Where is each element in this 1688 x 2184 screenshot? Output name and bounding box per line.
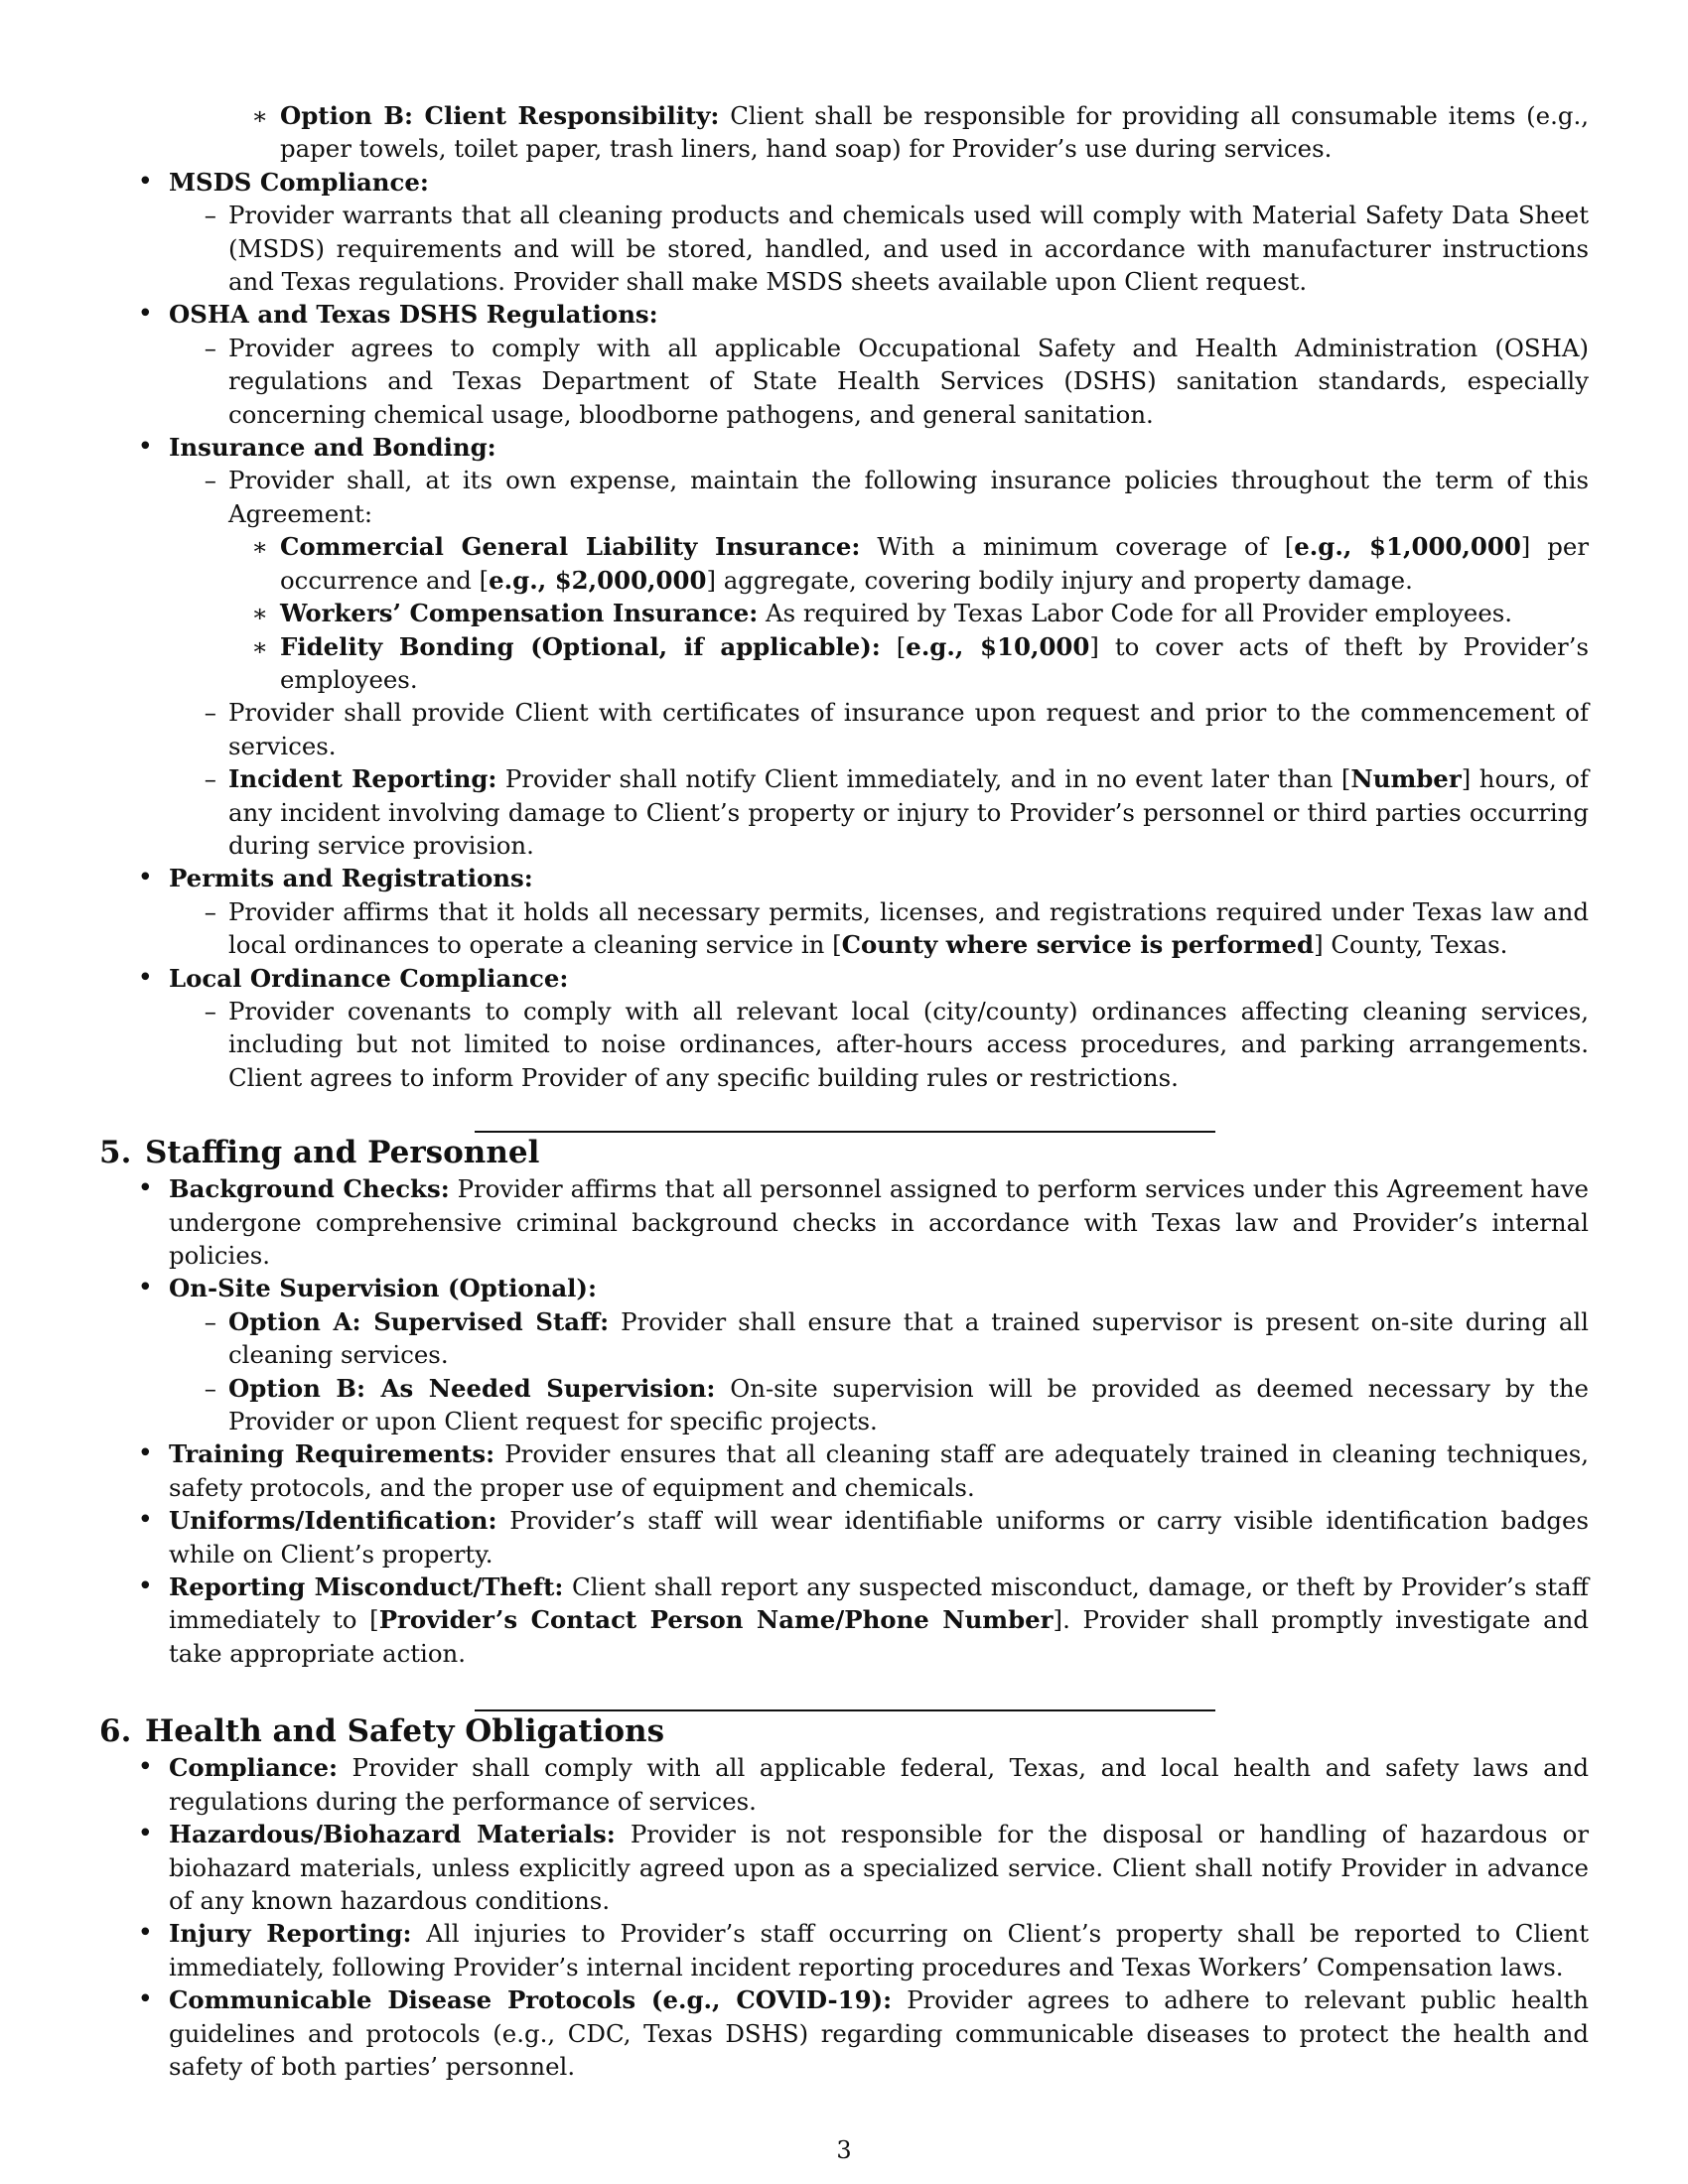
item-text: Provider covenants to comply with all relevant local (city/county) ordinances affecting cleaning services, including but not limited to noise ordinances, after-hours access procedures, and parking arrangements. Client agrees to inform Provider of any specific building rules or restrictions. xyxy=(228,996,1589,1092)
placeholder-amount: e.g., $1,000,000 xyxy=(1294,532,1521,562)
item-text: Provider affirms that all personnel assigned to perform services under this Agreement have undergone comprehensive criminal background checks in accordance with Texas law and Provider’s internal policies. xyxy=(169,1174,1589,1270)
item-text: Provider warrants that all cleaning products and chemicals used will comply with Material Safety Data Sheet (MSDS) requirements and will be stored, handled, and used in accordance with manufacturer instructions and Texas regulations. Provider shall make MSDS sheets available upon Client request. xyxy=(228,201,1589,297)
star-marker: ∗ xyxy=(251,532,268,562)
item-label: Training Requirements: xyxy=(169,1439,495,1469)
item-text: Client shall report any suspected misconduct, damage, or theft by Provider’s staff immediately to [ xyxy=(169,1572,1590,1635)
star-marker: ∗ xyxy=(251,101,268,130)
local-ordinance-item xyxy=(99,962,1589,995)
item-text: [ xyxy=(880,631,907,661)
item-text: ]. Provider shall promptly investigate and take appropriate action. xyxy=(169,1605,1589,1668)
incident-reporting-item xyxy=(99,762,1589,862)
bullet-marker: • xyxy=(137,1571,153,1602)
compliance-item xyxy=(99,1751,1589,1818)
section-6-heading xyxy=(99,1711,1589,1751)
placeholder-contact: Provider’s Contact Person Name/Phone Number xyxy=(378,1605,1054,1635)
item-text: ] to cover acts of theft by Provider’s employees. xyxy=(280,631,1589,694)
item-label: Fidelity Bonding (Optional, if applicable): xyxy=(280,631,881,661)
item-text: Provider ensures that all cleaning staff are adequately trained in cleaning techniques, safety protocols, and the proper use of equipment and chemicals. xyxy=(169,1439,1589,1502)
section-number: 5. xyxy=(99,1135,132,1171)
section-number: 6. xyxy=(99,1713,132,1750)
item-text: Provider shall ensure that a trained supervisor is present on-site during all cleaning services. xyxy=(228,1306,1589,1370)
item-label: Hazardous/Biohazard Materials: xyxy=(169,1820,616,1849)
bullet-marker: • xyxy=(137,962,153,993)
dash-marker: – xyxy=(204,764,216,794)
communicable-disease-item xyxy=(99,1983,1589,2083)
item-text: Provider shall notify Client immediately, and in no event later than [ xyxy=(496,764,1351,794)
item-text: On-site supervision will be provided as deemed necessary by the Provider or upon Client request for specific projects. xyxy=(228,1373,1589,1436)
item-label: On-Site Supervision (Optional): xyxy=(169,1274,597,1303)
item-label: Option B: As Needed Supervision: xyxy=(228,1373,716,1403)
document-page xyxy=(99,99,1589,2083)
item-label: Option B: Client Responsibility: xyxy=(280,101,720,130)
item-text: Provider agrees to adhere to relevant public health guidelines and protocols (e.g., CDC, Texas DSHS) regarding communicable diseases to protect the health and safety of both parties’ personnel. xyxy=(169,1985,1589,2081)
section-5-heading xyxy=(99,1133,1589,1172)
item-text: Provider is not responsible for the disposal or handling of hazardous or biohazard materials, unless explicitly agreed upon as a specialized service. Client shall notify Provider in advance of any known hazardous conditions. xyxy=(169,1820,1590,1915)
item-text: ] County, Texas. xyxy=(1314,930,1508,960)
local-ordinance-text xyxy=(99,995,1589,1094)
msds-compliance-item xyxy=(99,166,1589,199)
bullet-marker: • xyxy=(137,1819,153,1849)
item-text: With a minimum coverage of [ xyxy=(860,532,1295,562)
item-label: Uniforms/Identification: xyxy=(169,1506,497,1536)
item-text: Provider shall provide Client with certificates of insurance upon request and prior to the commencement of services. xyxy=(228,698,1589,760)
hazardous-materials-item xyxy=(99,1818,1589,1917)
workers-comp-item xyxy=(99,597,1589,629)
injury-reporting-item xyxy=(99,1917,1589,1983)
item-text: Client shall be responsible for providing all consumable items (e.g., paper towels, toilet paper, trash liners, hand soap) for Provider’s use during services. xyxy=(280,101,1589,164)
item-label: Background Checks: xyxy=(169,1174,450,1204)
item-label: Compliance: xyxy=(169,1753,338,1783)
item-label: Insurance and Bonding: xyxy=(169,433,496,463)
item-text: ] per occurrence and [ xyxy=(280,532,1590,595)
bullet-marker: • xyxy=(137,299,153,330)
background-checks-item xyxy=(99,1172,1589,1272)
training-requirements-item xyxy=(99,1437,1589,1504)
msds-compliance-text xyxy=(99,199,1589,298)
placeholder-county: County where service is performed xyxy=(841,930,1315,960)
item-text: Provider agrees to comply with all applicable Occupational Safety and Health Administration (OSHA) regulations and Texas Department of State Health Services (DSHS) sanitation standards, especially concerning chemical usage, bloodborne pathogens, and general sanitation. xyxy=(228,333,1589,429)
item-label: Commercial General Liability Insurance: xyxy=(280,532,861,562)
placeholder-number: Number xyxy=(1350,764,1462,794)
option-b-client-responsibility-item xyxy=(99,99,1589,166)
item-label: MSDS Compliance: xyxy=(169,167,429,197)
item-text: All injuries to Provider’s staff occurring on Client’s property shall be reported to Client immediately, following Provider’s internal incident reporting procedures and Texas Workers’ Compensation laws. xyxy=(169,1919,1590,1981)
permits-registrations-text xyxy=(99,895,1589,962)
item-label: Communicable Disease Protocols (e.g., COVID-19): xyxy=(169,1985,893,2015)
page-number: 3 xyxy=(836,2136,852,2164)
star-marker: ∗ xyxy=(251,631,268,661)
option-a-supervised-item xyxy=(99,1305,1589,1372)
insurance-intro xyxy=(99,464,1589,530)
item-label: OSHA and Texas DSHS Regulations: xyxy=(169,300,658,330)
item-text: Provider’s staff will wear identifiable uniforms or carry visible identification badges while on Client’s property. xyxy=(169,1506,1589,1569)
uniforms-identification-item xyxy=(99,1504,1589,1570)
dash-marker: – xyxy=(204,698,216,728)
item-text: As required by Texas Labor Code for all Provider employees. xyxy=(758,599,1513,628)
cgl-insurance-item xyxy=(99,530,1589,597)
item-label: Workers’ Compensation Insurance: xyxy=(280,599,759,628)
item-text: Provider shall, at its own expense, maintain the following insurance policies throughout the term of this Agreement: xyxy=(228,466,1589,528)
item-label: Incident Reporting: xyxy=(228,764,497,794)
reporting-misconduct-item xyxy=(99,1570,1589,1670)
bullet-marker: • xyxy=(137,166,153,197)
item-label: Injury Reporting: xyxy=(169,1919,412,1949)
osha-dshs-item xyxy=(99,298,1589,331)
bullet-marker: • xyxy=(137,1273,153,1303)
item-label: Option A: Supervised Staff: xyxy=(228,1306,610,1336)
dash-marker: – xyxy=(204,466,216,495)
bullet-marker: • xyxy=(137,1438,153,1469)
permits-registrations-item xyxy=(99,862,1589,894)
item-text: ] hours, of any incident involving damage to Client’s property or injury to Provider’s personnel or third parties occurring during service provision. xyxy=(228,764,1590,860)
item-label: Local Ordinance Compliance: xyxy=(169,963,569,993)
dash-marker: – xyxy=(204,1306,216,1336)
item-text: ] aggregate, covering bodily injury and property damage. xyxy=(706,565,1413,595)
onsite-supervision-item xyxy=(99,1272,1589,1304)
item-label: Reporting Misconduct/Theft: xyxy=(169,1572,564,1602)
bullet-marker: • xyxy=(137,1918,153,1949)
section-title: Health and Safety Obligations xyxy=(145,1713,665,1750)
dash-marker: – xyxy=(204,333,216,362)
placeholder-amount: e.g., $10,000 xyxy=(906,631,1090,661)
certificates-text xyxy=(99,696,1589,762)
dash-marker: – xyxy=(204,201,216,230)
option-b-as-needed-item xyxy=(99,1372,1589,1438)
section-title: Staffing and Personnel xyxy=(145,1135,540,1171)
osha-dshs-text xyxy=(99,332,1589,431)
item-text: Provider affirms that it holds all necessary permits, licenses, and registrations required under Texas law and local ordinances to operate a cleaning service in [ xyxy=(228,896,1589,960)
insurance-bonding-item xyxy=(99,431,1589,464)
bullet-marker: • xyxy=(137,432,153,463)
item-label: Permits and Registrations: xyxy=(169,864,533,893)
bullet-marker: • xyxy=(137,1173,153,1204)
bullet-marker: • xyxy=(137,863,153,893)
dash-marker: – xyxy=(204,1373,216,1403)
dash-marker: – xyxy=(204,896,216,926)
fidelity-bonding-item xyxy=(99,630,1589,697)
dash-marker: – xyxy=(204,996,216,1025)
bullet-marker: • xyxy=(137,1984,153,2015)
bullet-marker: • xyxy=(137,1505,153,1536)
placeholder-amount: e.g., $2,000,000 xyxy=(489,565,707,595)
star-marker: ∗ xyxy=(251,599,268,628)
item-text: Provider shall comply with all applicable federal, Texas, and local health and safety laws and regulations during the performance of services. xyxy=(169,1753,1589,1816)
bullet-marker: • xyxy=(137,1752,153,1783)
